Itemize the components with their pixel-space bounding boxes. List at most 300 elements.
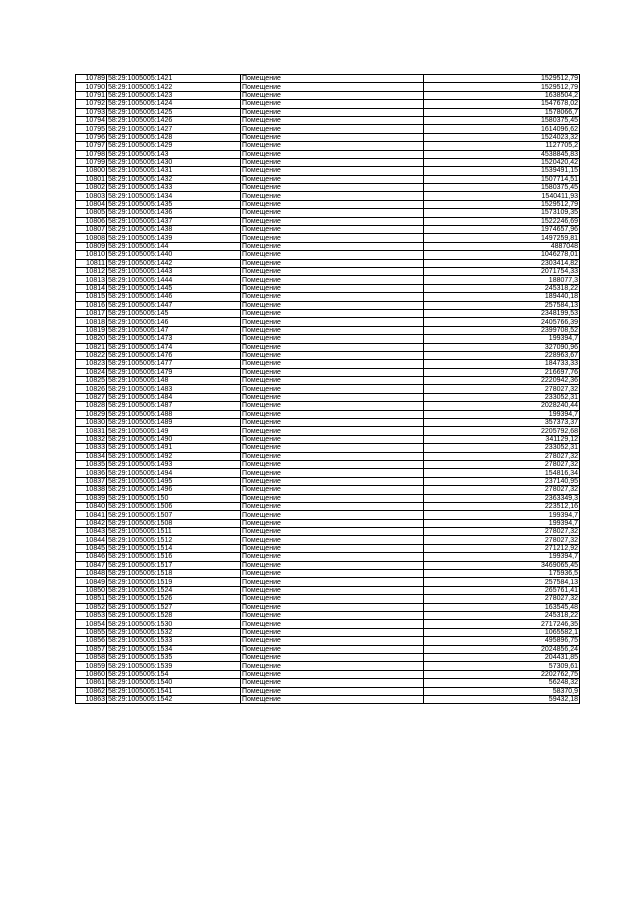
object-type-cell: Помещение (241, 251, 424, 259)
object-type-cell: Помещение (241, 242, 424, 250)
cadastral-value-cell: 1573109,35 (424, 209, 580, 217)
cadastral-number-cell: 58:29:1005005:1425 (107, 108, 241, 116)
object-type-cell: Помещение (241, 452, 424, 460)
cadastral-number-cell: 58:29:1005005:1516 (107, 553, 241, 561)
cadastral-number-cell: 58:29:1005005:147 (107, 326, 241, 334)
row-number-cell: 10795 (76, 125, 107, 133)
table-row (76, 209, 580, 217)
table-row (76, 469, 580, 477)
cadastral-number-cell: 58:29:1005005:1490 (107, 435, 241, 443)
row-number-cell: 10794 (76, 116, 107, 124)
table-row (76, 259, 580, 267)
cadastral-number-cell: 58:29:1005005:1487 (107, 402, 241, 410)
table-row (76, 460, 580, 468)
cadastral-number-cell: 58:29:1005005:1507 (107, 511, 241, 519)
cadastral-number-cell: 58:29:1005005:1429 (107, 142, 241, 150)
cadastral-value-cell: 1539491,15 (424, 167, 580, 175)
cadastral-number-cell: 58:29:1005005:1474 (107, 343, 241, 351)
row-number-cell: 10812 (76, 267, 107, 275)
row-number-cell: 10843 (76, 528, 107, 536)
cadastral-value-cell: 216697,76 (424, 368, 580, 376)
cadastral-number-cell: 58:29:1005005:1424 (107, 100, 241, 108)
cadastral-value-cell: 3469065,45 (424, 561, 580, 569)
row-number-cell: 10799 (76, 158, 107, 166)
cadastral-value-cell: 199394,7 (424, 335, 580, 343)
cadastral-number-cell: 58:29:1005005:1532 (107, 628, 241, 636)
row-number-cell: 10801 (76, 175, 107, 183)
row-number-cell: 10809 (76, 242, 107, 250)
cadastral-value-cell: 199394,7 (424, 553, 580, 561)
row-number-cell: 10822 (76, 351, 107, 359)
object-type-cell: Помещение (241, 612, 424, 620)
row-number-cell: 10824 (76, 368, 107, 376)
row-number-cell: 10797 (76, 142, 107, 150)
table-row (76, 645, 580, 653)
table-row (76, 561, 580, 569)
table-row (76, 553, 580, 561)
table-row (76, 628, 580, 636)
cadastral-value-cell: 2363349,3 (424, 494, 580, 502)
table-row (76, 360, 580, 368)
cadastral-value-cell: 1507714,51 (424, 175, 580, 183)
row-number-cell: 10806 (76, 217, 107, 225)
cadastral-value-cell: 495896,75 (424, 637, 580, 645)
table-row (76, 234, 580, 242)
cadastral-number-cell: 58:29:1005005:1479 (107, 368, 241, 376)
object-type-cell: Помещение (241, 276, 424, 284)
object-type-cell: Помещение (241, 192, 424, 200)
row-number-cell: 10817 (76, 309, 107, 317)
row-number-cell: 10829 (76, 410, 107, 418)
cadastral-number-cell: 58:29:1005005:1518 (107, 570, 241, 578)
table-row (76, 108, 580, 116)
cadastral-number-cell: 58:29:1005005:1431 (107, 167, 241, 175)
cadastral-number-cell: 58:29:1005005:1519 (107, 578, 241, 586)
cadastral-number-cell: 58:29:1005005:1439 (107, 234, 241, 242)
table-row (76, 150, 580, 158)
object-type-cell: Помещение (241, 175, 424, 183)
row-number-cell: 10826 (76, 385, 107, 393)
row-number-cell: 10855 (76, 628, 107, 636)
table-row (76, 309, 580, 317)
cadastral-number-cell: 58:29:1005005:1530 (107, 620, 241, 628)
table-row (76, 343, 580, 351)
object-type-cell: Помещение (241, 419, 424, 427)
object-type-cell: Помещение (241, 402, 424, 410)
object-type-cell: Помещение (241, 259, 424, 267)
table-row (76, 226, 580, 234)
row-number-cell: 10804 (76, 200, 107, 208)
table-row (76, 419, 580, 427)
object-type-cell: Помещение (241, 687, 424, 695)
cadastral-value-cell: 204431,85 (424, 653, 580, 661)
object-type-cell: Помещение (241, 150, 424, 158)
row-number-cell: 10803 (76, 192, 107, 200)
object-type-cell: Помещение (241, 679, 424, 687)
row-number-cell: 10862 (76, 687, 107, 695)
table-row (76, 200, 580, 208)
cadastral-number-cell: 58:29:1005005:1445 (107, 284, 241, 292)
object-type-cell: Помещение (241, 444, 424, 452)
object-type-cell: Помещение (241, 494, 424, 502)
row-number-cell: 10816 (76, 301, 107, 309)
cadastral-number-cell: 58:29:1005005:1421 (107, 75, 241, 83)
object-type-cell: Помещение (241, 301, 424, 309)
object-type-cell: Помещение (241, 377, 424, 385)
row-number-cell: 10857 (76, 645, 107, 653)
row-number-cell: 10791 (76, 91, 107, 99)
row-number-cell: 10808 (76, 234, 107, 242)
object-type-cell: Помещение (241, 645, 424, 653)
cadastral-value-cell: 1638504,2 (424, 91, 580, 99)
cadastral-number-cell: 58:29:1005005:1496 (107, 486, 241, 494)
object-type-cell: Помещение (241, 410, 424, 418)
table-row (76, 687, 580, 695)
cadastral-number-cell: 58:29:1005005:146 (107, 318, 241, 326)
row-number-cell: 10820 (76, 335, 107, 343)
cadastral-value-cell: 278027,32 (424, 385, 580, 393)
cadastral-value-cell: 2202762,75 (424, 670, 580, 678)
row-number-cell: 10790 (76, 83, 107, 91)
object-type-cell: Помещение (241, 209, 424, 217)
table-row (76, 167, 580, 175)
cadastral-value-cell: 1529512,79 (424, 75, 580, 83)
object-type-cell: Помещение (241, 544, 424, 552)
row-number-cell: 10830 (76, 419, 107, 427)
cadastral-value-cell: 56248,32 (424, 679, 580, 687)
row-number-cell: 10854 (76, 620, 107, 628)
cadastral-number-cell: 58:29:1005005:1527 (107, 603, 241, 611)
object-type-cell: Помещение (241, 326, 424, 334)
cadastral-value-cell: 265761,41 (424, 586, 580, 594)
object-type-cell: Помещение (241, 385, 424, 393)
table-row (76, 267, 580, 275)
row-number-cell: 10861 (76, 679, 107, 687)
table-body (76, 75, 580, 704)
cadastral-number-cell: 58:29:1005005:1483 (107, 385, 241, 393)
cadastral-number-cell: 58:29:1005005:1512 (107, 536, 241, 544)
row-number-cell: 10833 (76, 444, 107, 452)
object-type-cell: Помещение (241, 284, 424, 292)
row-number-cell: 10796 (76, 133, 107, 141)
cadastral-number-cell: 58:29:1005005:1430 (107, 158, 241, 166)
cadastral-number-cell: 58:29:1005005:1446 (107, 293, 241, 301)
table-row (76, 570, 580, 578)
row-number-cell: 10860 (76, 670, 107, 678)
object-type-cell: Помещение (241, 335, 424, 343)
object-type-cell: Помещение (241, 653, 424, 661)
cadastral-number-cell: 58:29:1005005:1528 (107, 612, 241, 620)
cadastral-number-cell: 58:29:1005005:1484 (107, 393, 241, 401)
cadastral-value-cell: 189440,18 (424, 293, 580, 301)
row-number-cell: 10838 (76, 486, 107, 494)
row-number-cell: 10814 (76, 284, 107, 292)
table-row (76, 368, 580, 376)
table-row (76, 586, 580, 594)
object-type-cell: Помещение (241, 133, 424, 141)
object-type-cell: Помещение (241, 595, 424, 603)
row-number-cell: 10853 (76, 612, 107, 620)
cadastral-value-cell: 2405766,39 (424, 318, 580, 326)
object-type-cell: Помещение (241, 318, 424, 326)
object-type-cell: Помещение (241, 75, 424, 83)
cadastral-number-cell: 58:29:1005005:149 (107, 427, 241, 435)
table-row (76, 679, 580, 687)
object-type-cell: Помещение (241, 528, 424, 536)
cadastral-number-cell: 58:29:1005005:1514 (107, 544, 241, 552)
object-type-cell: Помещение (241, 435, 424, 443)
object-type-cell: Помещение (241, 167, 424, 175)
row-number-cell: 10859 (76, 662, 107, 670)
table-row (76, 100, 580, 108)
object-type-cell: Помещение (241, 309, 424, 317)
cadastral-number-cell: 58:29:1005005:1444 (107, 276, 241, 284)
table-row (76, 351, 580, 359)
row-number-cell: 10839 (76, 494, 107, 502)
cadastral-value-cell: 2348199,53 (424, 309, 580, 317)
row-number-cell: 10789 (76, 75, 107, 83)
object-type-cell: Помещение (241, 158, 424, 166)
cadastral-value-cell: 278027,32 (424, 528, 580, 536)
object-type-cell: Помещение (241, 393, 424, 401)
cadastral-value-cell: 278027,32 (424, 536, 580, 544)
row-number-cell: 10852 (76, 603, 107, 611)
cadastral-value-cell: 1127705,2 (424, 142, 580, 150)
table-row (76, 620, 580, 628)
table-row (76, 494, 580, 502)
object-type-cell: Помещение (241, 100, 424, 108)
cadastral-value-cell: 245318,22 (424, 284, 580, 292)
cadastral-number-cell: 58:29:1005005:1438 (107, 226, 241, 234)
cadastral-value-cell: 188077,3 (424, 276, 580, 284)
table-row (76, 377, 580, 385)
cadastral-value-cell: 271212,92 (424, 544, 580, 552)
row-number-cell: 10840 (76, 502, 107, 510)
row-number-cell: 10835 (76, 460, 107, 468)
cadastral-number-cell: 58:29:1005005:1535 (107, 653, 241, 661)
row-number-cell: 10846 (76, 553, 107, 561)
cadastral-number-cell: 58:29:1005005:1473 (107, 335, 241, 343)
object-type-cell: Помещение (241, 293, 424, 301)
table-row (76, 477, 580, 485)
table-row (76, 242, 580, 250)
table-row (76, 75, 580, 83)
row-number-cell: 10842 (76, 519, 107, 527)
cadastral-value-cell: 4538845,83 (424, 150, 580, 158)
cadastral-number-cell: 58:29:1005005:1493 (107, 460, 241, 468)
cadastral-value-cell: 1522246,69 (424, 217, 580, 225)
table-row (76, 217, 580, 225)
object-type-cell: Помещение (241, 234, 424, 242)
cadastral-number-cell: 58:29:1005005:1433 (107, 184, 241, 192)
cadastral-value-table (75, 74, 580, 704)
row-number-cell: 10815 (76, 293, 107, 301)
cadastral-value-cell: 2071754,33 (424, 267, 580, 275)
cadastral-value-cell: 1529512,79 (424, 83, 580, 91)
object-type-cell: Помещение (241, 217, 424, 225)
table-row (76, 444, 580, 452)
table-row (76, 578, 580, 586)
row-number-cell: 10823 (76, 360, 107, 368)
table-row (76, 502, 580, 510)
object-type-cell: Помещение (241, 142, 424, 150)
cadastral-value-cell: 278027,32 (424, 452, 580, 460)
cadastral-number-cell: 58:29:1005005:1426 (107, 116, 241, 124)
table-row (76, 544, 580, 552)
row-number-cell: 10858 (76, 653, 107, 661)
cadastral-number-cell: 58:29:1005005:1435 (107, 200, 241, 208)
row-number-cell: 10832 (76, 435, 107, 443)
cadastral-value-cell: 199394,7 (424, 511, 580, 519)
object-type-cell: Помещение (241, 460, 424, 468)
row-number-cell: 10828 (76, 402, 107, 410)
table-row (76, 158, 580, 166)
table-row (76, 335, 580, 343)
table-row (76, 637, 580, 645)
table-row (76, 192, 580, 200)
cadastral-number-cell: 58:29:1005005:154 (107, 670, 241, 678)
cadastral-number-cell: 58:29:1005005:1542 (107, 695, 241, 703)
table-row (76, 603, 580, 611)
object-type-cell: Помещение (241, 351, 424, 359)
object-type-cell: Помещение (241, 586, 424, 594)
cadastral-value-cell: 257584,13 (424, 301, 580, 309)
row-number-cell: 10844 (76, 536, 107, 544)
cadastral-number-cell: 58:29:1005005:143 (107, 150, 241, 158)
cadastral-number-cell: 58:29:1005005:144 (107, 242, 241, 250)
cadastral-number-cell: 58:29:1005005:1476 (107, 351, 241, 359)
table-row (76, 293, 580, 301)
cadastral-number-cell: 58:29:1005005:1477 (107, 360, 241, 368)
cadastral-number-cell: 58:29:1005005:145 (107, 309, 241, 317)
cadastral-number-cell: 58:29:1005005:1539 (107, 662, 241, 670)
cadastral-number-cell: 58:29:1005005:1511 (107, 528, 241, 536)
cadastral-value-cell: 199394,7 (424, 410, 580, 418)
cadastral-number-cell: 58:29:1005005:1436 (107, 209, 241, 217)
cadastral-value-cell: 2205792,68 (424, 427, 580, 435)
table-row (76, 662, 580, 670)
object-type-cell: Помещение (241, 620, 424, 628)
cadastral-number-cell: 58:29:1005005:148 (107, 377, 241, 385)
cadastral-value-cell: 1065582,1 (424, 628, 580, 636)
row-number-cell: 10807 (76, 226, 107, 234)
row-number-cell: 10847 (76, 561, 107, 569)
cadastral-value-cell: 233052,31 (424, 444, 580, 452)
table-row (76, 452, 580, 460)
object-type-cell: Помещение (241, 469, 424, 477)
row-number-cell: 10800 (76, 167, 107, 175)
object-type-cell: Помещение (241, 553, 424, 561)
object-type-cell: Помещение (241, 561, 424, 569)
cadastral-value-cell: 199394,7 (424, 519, 580, 527)
row-number-cell: 10845 (76, 544, 107, 552)
cadastral-number-cell: 58:29:1005005:1508 (107, 519, 241, 527)
object-type-cell: Помещение (241, 637, 424, 645)
object-type-cell: Помещение (241, 267, 424, 275)
cadastral-number-cell: 58:29:1005005:1428 (107, 133, 241, 141)
cadastral-value-cell: 2024856,24 (424, 645, 580, 653)
cadastral-number-cell: 58:29:1005005:1534 (107, 645, 241, 653)
row-number-cell: 10841 (76, 511, 107, 519)
table-row (76, 402, 580, 410)
table-row (76, 486, 580, 494)
cadastral-number-cell: 58:29:1005005:1517 (107, 561, 241, 569)
cadastral-value-cell: 278027,32 (424, 595, 580, 603)
table-row (76, 695, 580, 703)
table-row (76, 142, 580, 150)
object-type-cell: Помещение (241, 108, 424, 116)
cadastral-number-cell: 58:29:1005005:1506 (107, 502, 241, 510)
cadastral-value-cell: 2220942,36 (424, 377, 580, 385)
object-type-cell: Помещение (241, 536, 424, 544)
cadastral-value-cell: 2717246,35 (424, 620, 580, 628)
cadastral-value-cell: 1520420,42 (424, 158, 580, 166)
cadastral-value-cell: 1614096,62 (424, 125, 580, 133)
cadastral-number-cell: 58:29:1005005:1443 (107, 267, 241, 275)
cadastral-value-cell: 327090,96 (424, 343, 580, 351)
object-type-cell: Помещение (241, 184, 424, 192)
row-number-cell: 10834 (76, 452, 107, 460)
row-number-cell: 10810 (76, 251, 107, 259)
cadastral-value-cell: 1974657,96 (424, 226, 580, 234)
cadastral-value-cell: 1524023,32 (424, 133, 580, 141)
row-number-cell: 10819 (76, 326, 107, 334)
cadastral-number-cell: 58:29:1005005:1489 (107, 419, 241, 427)
cadastral-number-cell: 58:29:1005005:1533 (107, 637, 241, 645)
table-row (76, 385, 580, 393)
cadastral-value-cell: 59432,18 (424, 695, 580, 703)
row-number-cell: 10848 (76, 570, 107, 578)
object-type-cell: Помещение (241, 477, 424, 485)
table-row (76, 511, 580, 519)
table-row (76, 116, 580, 124)
row-number-cell: 10821 (76, 343, 107, 351)
object-type-cell: Помещение (241, 200, 424, 208)
cadastral-number-cell: 58:29:1005005:1440 (107, 251, 241, 259)
object-type-cell: Помещение (241, 125, 424, 133)
cadastral-value-cell: 1547678,02 (424, 100, 580, 108)
cadastral-value-cell: 1540411,93 (424, 192, 580, 200)
object-type-cell: Помещение (241, 519, 424, 527)
cadastral-value-cell: 58370,9 (424, 687, 580, 695)
row-number-cell: 10831 (76, 427, 107, 435)
object-type-cell: Помещение (241, 226, 424, 234)
cadastral-value-cell: 1046278,01 (424, 251, 580, 259)
cadastral-number-cell: 58:29:1005005:1434 (107, 192, 241, 200)
cadastral-number-cell: 58:29:1005005:1526 (107, 595, 241, 603)
cadastral-value-cell: 1578066,7 (424, 108, 580, 116)
object-type-cell: Помещение (241, 603, 424, 611)
row-number-cell: 10827 (76, 393, 107, 401)
cadastral-value-cell: 57309,61 (424, 662, 580, 670)
table-row (76, 393, 580, 401)
table-row (76, 301, 580, 309)
object-type-cell: Помещение (241, 670, 424, 678)
cadastral-value-cell: 1497259,81 (424, 234, 580, 242)
table-row (76, 595, 580, 603)
cadastral-number-cell: 58:29:1005005:1447 (107, 301, 241, 309)
cadastral-value-cell: 154816,34 (424, 469, 580, 477)
cadastral-number-cell: 58:29:1005005:1492 (107, 452, 241, 460)
cadastral-number-cell: 58:29:1005005:1494 (107, 469, 241, 477)
table-row (76, 528, 580, 536)
row-number-cell: 10837 (76, 477, 107, 485)
row-number-cell: 10863 (76, 695, 107, 703)
cadastral-number-cell: 58:29:1005005:1488 (107, 410, 241, 418)
cadastral-number-cell: 58:29:1005005:1427 (107, 125, 241, 133)
table-row (76, 326, 580, 334)
cadastral-value-cell: 223512,16 (424, 502, 580, 510)
